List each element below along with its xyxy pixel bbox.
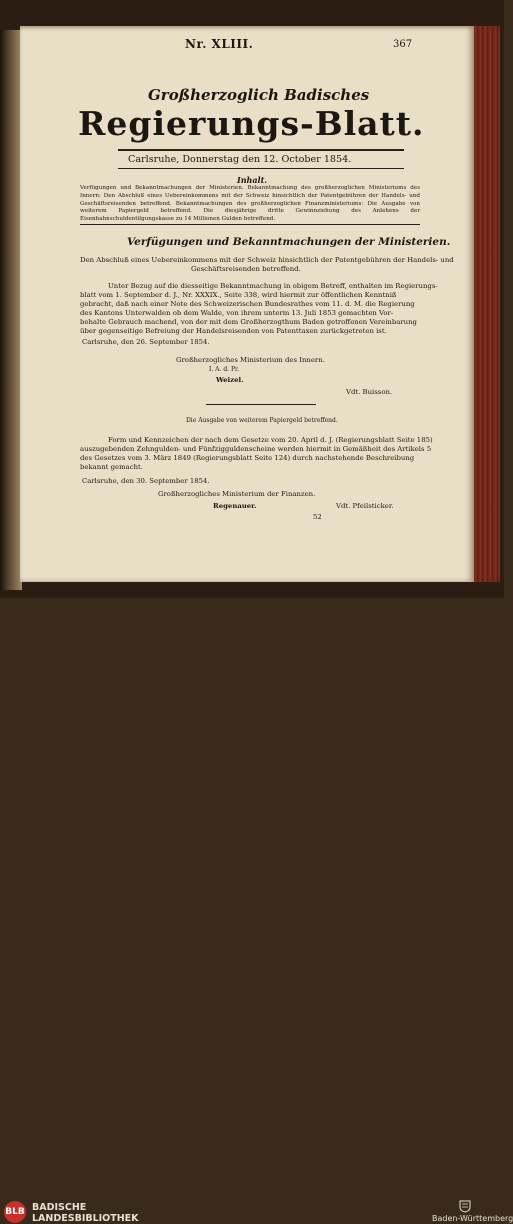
item1-line: Unter Bezug auf die diesseitige Bekanntmachung in obigem Betreff, enthalten im Regierungs- [108, 282, 438, 290]
section-heading: Verfügungen und Bekanntmachungen der Ministerien. [127, 236, 451, 248]
page-edge [474, 26, 500, 582]
item1-signer: Weizel. [216, 376, 244, 384]
item2-line: auszugebenden Zehngulden- und Fünfzigguldenscheine werden hiermit in Gemäßheit des Artikels 5 [80, 445, 432, 453]
item2-place-date: Carlsruhe, den 30. September 1854. [82, 477, 210, 485]
contents-rule [80, 224, 420, 225]
book-binding [0, 30, 22, 590]
item2-line: Form und Kennzeichen der nach dem Gesetze vom 20. April d. J. (Regierungsblatt Seite 185) [108, 436, 433, 444]
item1-line: behalte Gebrauch machend, von der mit dem Großherzogthum Baden getroffenen Vereinbarung [80, 318, 417, 326]
item1-ia: I. A. d. Pr. [209, 366, 240, 373]
item1-ministry: Großherzogliches Ministerium des Innern. [176, 356, 325, 364]
blb-logo-icon[interactable]: BLB [4, 1201, 26, 1223]
item2-ministry: Großherzogliches Ministerium der Finanzen. [158, 490, 316, 498]
coat-of-arms-icon [458, 1199, 472, 1213]
item1-place-date: Carlsruhe, den 26. September 1854. [82, 338, 210, 346]
item2-vdt: Vdt. Pfeilsticker. [336, 502, 394, 510]
item1-title-line-2: Geschäftsreisenden betreffend. [191, 265, 301, 273]
date-line: Carlsruhe, Donnerstag den 12. October 1854. [128, 154, 352, 165]
masthead-subtitle: Großherzoglich Badisches [148, 86, 370, 104]
item2-title: Die Ausgabe von weiterem Papiergeld betreffend. [186, 417, 338, 424]
item1-line: des Kantons Unterwalden ob dem Walde, von ihrem unterm 13. Juli 1853 gemachten Vor- [80, 309, 394, 317]
item1-vdt: Vdt. Buisson. [346, 388, 393, 396]
state-name[interactable]: Baden-Württemberg [432, 1214, 513, 1223]
issue-number: Nr. XLIII. [185, 37, 254, 51]
masthead-rule-top [118, 149, 404, 151]
contents-text: Verfügungen und Bekanntmachungen der Ministerien. Bekanntmachung des großherzoglichen Ministeriums des Innern: Den Abschluß eines Uebereinkommens mit der Schweiz hinsichtlich der Patentgebühren der Handels- und Geschäftsreisenden betreffend. Bekanntmachungen des großherzoglichen Finanzministeriums: Die Ausgabe von weiterem Papiergeld betreffend. Die diesjährige dritte Gewinnziehung des Anlehens der Eisenbahnschuldentilgungskasse zu 14 Millionen Gulden betreffend. [80, 185, 420, 223]
page-number: 367 [393, 39, 413, 50]
scanned-page-area [0, 0, 504, 598]
library-name-line-1: BADISCHE [32, 1202, 87, 1213]
contents-heading: Inhalt. [237, 175, 268, 185]
masthead-rule-bottom [118, 168, 404, 169]
masthead-title: Regierungs-Blatt. [78, 104, 425, 143]
sheet-number: 52 [313, 513, 322, 521]
library-name[interactable] [32, 1202, 139, 1224]
library-name-line-2: LANDESBIBLIOTHEK [32, 1213, 139, 1224]
item1-line: blatt vom 1. September d. J., Nr. XXXIX., Seite 338, wird hiermit zur öffentlichen Kenntniß [80, 291, 397, 299]
viewer-footer [0, 598, 513, 1224]
item1-line: über gegenseitige Befreiung der Handelsreisenden von Patenttaxen zurückgetreten ist. [80, 327, 387, 335]
item1-line: gebracht, daß nach einer Note des Schweizerischen Bundesrathes vom 11. d. M. die Regierung [80, 300, 415, 308]
item2-signer: Regenauer. [213, 502, 257, 510]
item-separator-rule [206, 404, 316, 405]
item2-line: des Gesetzes vom 3. März 1849 (Regierungsblatt Seite 124) durch nachstehende Beschreibung [80, 454, 415, 462]
item1-title-line-1: Den Abschluß eines Uebereinkommens mit der Schweiz hinsichtlich der Patentgebühren der Handels- und [80, 256, 454, 264]
item2-line: bekannt gemacht. [80, 463, 143, 471]
